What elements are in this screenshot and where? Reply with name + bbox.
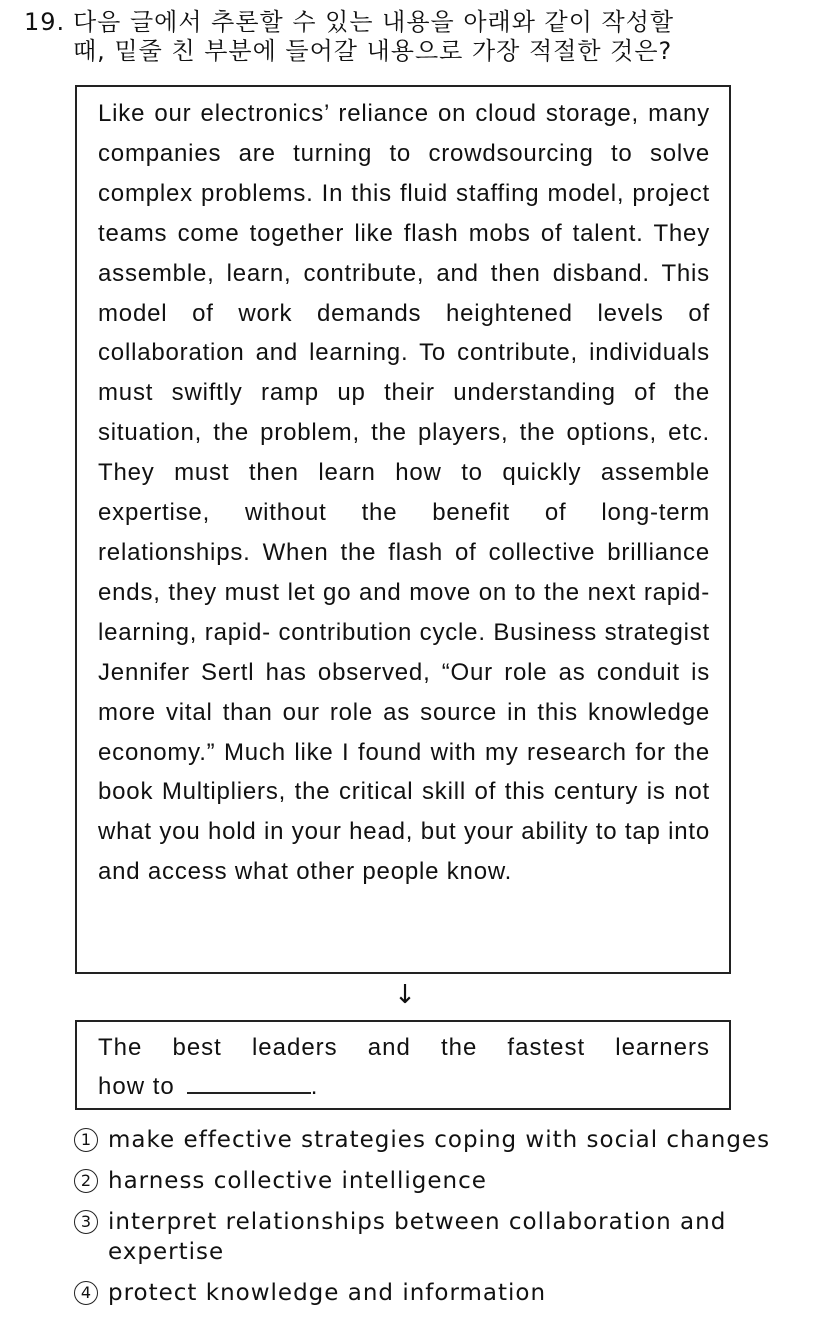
summary-text [98,1028,710,1106]
choice-text: harness collective intelligence [108,1168,487,1194]
circled-number-icon: 4 [74,1281,98,1305]
choice-2[interactable] [74,1166,774,1196]
passage-text: Like our electronics’ reliance on cloud storage, many companies are turning to crowdsourcing to solve complex problems. In this fluid staffing model, project teams come together like flash mobs of talent. They assemble, learn, contribute, and then disband. This model of work demands heightened levels of collaboration and learning. To contribute, individuals must swiftly ramp up their understanding of the situation, the problem, the players, the options, etc. They must then learn how to quickly assemble expertise, without the benefit of long-term relationships. When the flash of collective brilliance ends, they must let go and move on to the next rapid-learning, rapid- contribution cycle. Business strategist Jennifer Sertl has observed, “Our role as conduit is more vital than our role as source in this knowledge economy.” Much like I found with my research for the book Multipliers, the critical skill of this century is not what you hold in your head, but your ability to tap into and access what other people know. [98,100,710,886]
summary-line-2 [98,1067,710,1106]
summary-word: and [367,1034,411,1061]
summary-word: best [172,1034,222,1061]
choice-4[interactable] [74,1278,774,1308]
question-prompt-line-1: 다음 글에서 추론할 수 있는 내용을 아래와 같이 작성할 [73,8,675,36]
summary-line-2-end: . [310,1073,319,1100]
question-header [24,8,804,66]
circled-number-icon: 3 [74,1210,98,1234]
passage-box [75,85,731,974]
summary-word: leaders [251,1034,338,1061]
answer-blank [187,1070,311,1094]
choice-text: interpret relationships between collaboration and expertise [108,1209,727,1265]
summary-word: learners [615,1034,710,1061]
question-line-1 [24,8,804,37]
summary-word: The [98,1034,143,1061]
summary-box [75,1020,731,1110]
choice-text: protect knowledge and information [108,1280,547,1306]
summary-line-2-start: how to [98,1073,175,1100]
choice-1[interactable] [74,1125,774,1155]
summary-word: fastest [507,1034,586,1061]
summary-line-1 [98,1028,710,1067]
down-arrow-icon: ↓ [394,980,416,1010]
circled-number-icon: 2 [74,1169,98,1193]
question-number: 19. [24,8,66,36]
answer-choices [74,1125,774,1319]
choice-3[interactable] [74,1207,774,1267]
question-prompt-line-2: 때, 밑줄 친 부분에 들어갈 내용으로 가장 적절한 것은? [73,37,673,65]
circled-number-icon: 1 [74,1128,98,1152]
choice-text: make effective strategies coping with social changes [108,1127,771,1153]
summary-word: the [440,1034,478,1061]
